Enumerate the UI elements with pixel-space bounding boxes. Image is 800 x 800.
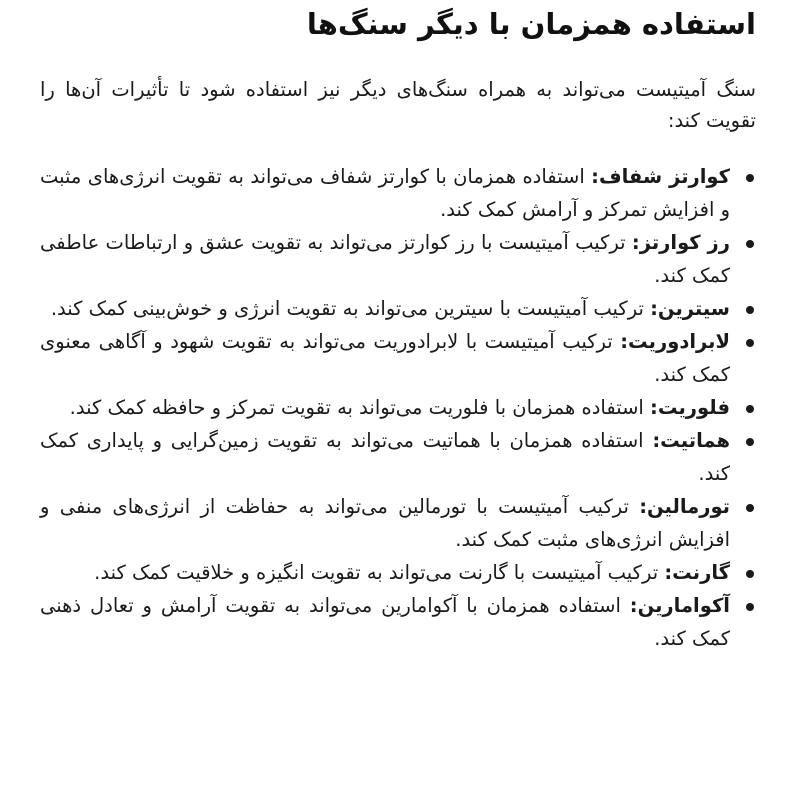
stone-description: ترکیب آمیتیست با رز کوارتز می‌تواند به تقویت عشق و ارتباطات عاطفی کمک کند.	[40, 231, 730, 287]
list-item	[40, 292, 756, 325]
list-item	[40, 325, 756, 391]
list-item	[40, 556, 756, 589]
section-heading: استفاده همزمان با دیگر سنگ‌ها	[306, 7, 756, 41]
stone-description: استفاده همزمان با کوارتز شفاف می‌تواند به تقویت انرژی‌های مثبت و افزایش تمرکز و آرامش کمک کند.	[40, 165, 730, 221]
bullet-icon	[746, 306, 754, 314]
stone-description: ترکیب آمیتیست با گارنت می‌تواند به تقویت انگیزه و خلاقیت کمک کند.	[94, 561, 665, 584]
list-item	[40, 391, 756, 424]
stone-name: هماتیت:	[652, 429, 730, 452]
stone-list	[40, 160, 756, 655]
stone-description: استفاده همزمان با فلوریت می‌تواند به تقویت تمرکز و حافظه کمک کند.	[69, 396, 651, 419]
stone-description: ترکیب آمیتیست با لابرادوریت می‌تواند به تقویت شهود و آگاهی معنوی کمک کند.	[40, 330, 730, 386]
stone-name: سیترین:	[650, 297, 730, 320]
list-item	[40, 160, 756, 226]
list-item	[40, 226, 756, 292]
list-item	[40, 490, 756, 556]
stone-description: استفاده همزمان با هماتیت می‌تواند به تقویت زمین‌گرایی و پایداری کمک کند.	[40, 429, 730, 485]
stone-description: ترکیب آمیتیست با تورمالین می‌تواند به حفاظت از انرژی‌های منفی و افزایش انرژی‌های مثبت کمک کند.	[40, 495, 730, 551]
intro-paragraph: سنگ آمیتیست می‌تواند به همراه سنگ‌های دیگر نیز استفاده شود تا تأثیرات آن‌ها را تقویت کند:	[40, 78, 756, 132]
stone-name: تورمالین:	[639, 495, 730, 518]
stone-name: گارنت:	[664, 561, 730, 584]
bullet-icon	[746, 240, 754, 248]
list-item	[40, 589, 756, 655]
bullet-icon	[746, 405, 754, 413]
bullet-icon	[746, 570, 754, 578]
stone-description: ترکیب آمیتیست با سیترین می‌تواند به تقویت انرژی و خوش‌بینی کمک کند.	[50, 297, 651, 320]
stone-name: آکوامارین:	[629, 594, 730, 617]
bullet-icon	[746, 603, 754, 611]
stone-name: کوارتز شفاف:	[591, 165, 731, 188]
stone-name: لابرادوریت:	[620, 330, 730, 353]
list-item	[40, 424, 756, 490]
stone-name: فلوریت:	[650, 396, 730, 419]
stone-description: استفاده همزمان با آکوامارین می‌تواند به تقویت آرامش و تعادل ذهنی کمک کند.	[40, 594, 730, 650]
stone-name: رز کوارتز:	[631, 231, 730, 254]
bullet-icon	[746, 339, 754, 347]
bullet-icon	[746, 438, 754, 446]
bullet-icon	[746, 504, 754, 512]
bullet-icon	[746, 174, 754, 182]
